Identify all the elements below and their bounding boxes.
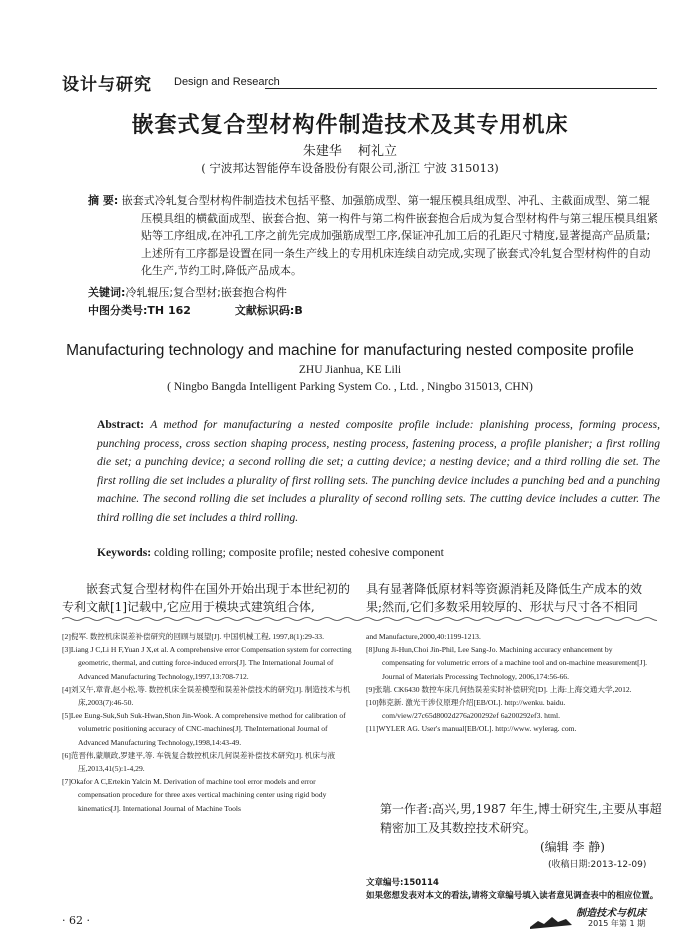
title-en: Manufacturing technology and machine for manufacturing nested composite profile bbox=[66, 342, 634, 359]
abstract-en bbox=[97, 416, 660, 528]
issue-label: 2015 年第 1 期 bbox=[588, 919, 646, 928]
references-right bbox=[366, 630, 656, 736]
wavy-divider bbox=[62, 616, 657, 622]
affiliation-en: ( Ningbo Bangda Intelligent Parking System Co. , Ltd. , Ningbo 315013, CHN) bbox=[167, 381, 533, 393]
article-number: 文章编号:150114 bbox=[366, 878, 439, 888]
doc-code-label: 文献标识码: bbox=[234, 304, 295, 317]
journal-logo-text: 制造技术与机床 bbox=[576, 908, 646, 919]
section-rule bbox=[265, 88, 657, 89]
abstract-cn-text: 嵌套式冷轧复合型材构件制造技术包括平整、加强筋成型、第一辊压模具组成型、冲孔、主截面成型、第二辊压模具组的横截面成型、嵌套合抱、第一构件与第二构件嵌套抱合后成为复合型材构件与第三辊压模具组紧贴等工序组成,在冲孔工序之前先完成加强筋成型工序,保证冲孔加工后的孔距尺寸精度,显著提高产品质量;上述所有工序都是设置在同一条生产线上的专用机床连续自动完成,实现了嵌套式冷轧复合型材构件的自动化生产,节约工时,降低产品成本。 bbox=[121, 194, 658, 277]
section-label-en: Design and Research bbox=[174, 76, 280, 88]
authors-cn: 朱建华 柯礼立 bbox=[302, 144, 398, 159]
abstract-cn bbox=[88, 192, 660, 280]
classification-cn bbox=[88, 302, 303, 318]
reference-item: [11]WYLER AG. User's manual[EB/OL]. http://www. wylerag. com. bbox=[366, 724, 577, 734]
body-text-left: 嵌套式复合型材构件在国外开始出现于本世纪初的专利文献[1]记载中,它应用于模块式建筑组合体, bbox=[62, 582, 351, 614]
keywords-cn-label: 关键词: bbox=[88, 286, 126, 299]
reference-item: [5]Lee Eung-Suk,Suh Suk-Hwan,Shon Jin-Wook. A comprehensive method for calibration of volumetric positioning accuracy of CNC-machines[J]. TheInternational Journal of Advanced Manufacturing Technology,1998,14:43-49. bbox=[62, 711, 346, 747]
reference-item: [10]韩克新. 激光干涉仪原理介绍[EB/OL]. http://wenku. baidu. com/view/27c65d8002d276a200292ef 6a200292ef3. html. bbox=[366, 698, 566, 721]
clc-code: TH 162 bbox=[147, 304, 191, 317]
authors-en: ZHU Jianhua, KE Lili bbox=[298, 364, 402, 376]
body-text-right: 具有显著降低原材料等资源消耗及降低生产成本的效果;然而,它们多数采用较厚的、形状与尺寸各不相同 bbox=[366, 582, 643, 614]
clc-label: 中图分类号: bbox=[88, 304, 148, 317]
keywords-en-label: Keywords: bbox=[97, 546, 152, 559]
reference-item: [4]刘又午,章青,赵小松,等. 数控机床全误差模型和误差补偿技术的研究[J]. 制造技术与机床,2003(7):46-50. bbox=[62, 684, 351, 708]
title-cn: 嵌套式复合型材构件制造技术及其专用机床 bbox=[131, 113, 569, 138]
reference-item: [6]范晋伟,蒙顺政,罗建平,等. 车铣复合数控机床几何误差补偿技术研究[J]. 机床与液压,2013,41(5):1-4,29. bbox=[62, 750, 336, 774]
author-bio: 第一作者:高兴,男,1987 年生,博士研究生,主要从事超精密加工及其数控技术研究。 bbox=[380, 802, 662, 835]
abstract-cn-label: 摘 要: bbox=[88, 194, 119, 207]
abstract-en-label: Abstract: bbox=[97, 418, 145, 431]
keywords-cn bbox=[88, 284, 287, 300]
abstract-en-text: A method for manufacturing a nested composite profile include: planishing process, forming process, punching process, cross section shaping process, nesting process, fastening process, a profile planisher; a first rolling die set; a punching device; a second rolling die set; a cutting device; a nesting device; and a third rolling die set. The first rolling die set includes a plurality of first rolling sets. The punching device includes a punching bed and a punching machine. The second rolling die set includes a plurality of second rolling sets. The cutting device includes a cutter. The third rolling die set includes a third rolling. bbox=[97, 418, 660, 524]
keywords-en-text: colding rolling; composite profile; nested cohesive component bbox=[154, 546, 444, 559]
reference-item: [2]倪军. 数控机床误差补偿研究的回顾与展望[J]. 中国机械工程, 1997,8(1):29-33. bbox=[62, 632, 324, 641]
keywords-cn-text: 冷轧辊压;复合型材;嵌套抱合构件 bbox=[125, 286, 287, 299]
reference-item: [8]Jung Ji-Hun,Choi Jin-Phil, Lee Sang-Jo. Machining accuracy enhancement by compensating for volumetric errors of a machine tool and on-machine measurement[J]. Journal of Materials Processing Technology, 2006,174:56-66. bbox=[366, 645, 648, 681]
reader-notice: 如果您想发表对本文的看法,请将文章编号填入读者意见调查表中的相应位置。 bbox=[366, 891, 659, 901]
reference-item: and Manufacture,2000,40:1199-1213. bbox=[366, 632, 481, 641]
section-label-cn: 设计与研究 bbox=[62, 75, 152, 95]
reference-item: [3]Liang J C,Li H F,Yuan J X,et al. A comprehensive error Compensation system for correcting geometric, thermal, and cutting force-induced errors[J]. The International Journal of Advanced Manufacturing Technology,1997,13:708-712. bbox=[62, 645, 352, 681]
editor-note: (编辑 李 静) bbox=[540, 840, 605, 854]
page-number: · 62 · bbox=[62, 914, 90, 927]
references-left bbox=[62, 630, 352, 815]
reference-item: [7]Okafor A C,Ertekin Yalcin M. Derivation of machine tool error models and error compensation procedure for three axes vertical machining center using rigid body kinematics[J]. International Journal of Machine Tools bbox=[62, 777, 327, 813]
affiliation-cn: ( 宁波邦达智能停车设备股份有限公司,浙江 宁波 315013) bbox=[201, 161, 499, 175]
keywords-en bbox=[97, 546, 444, 559]
received-date: (收稿日期:2013-12-09) bbox=[548, 860, 647, 870]
doc-code: B bbox=[294, 304, 303, 317]
reference-item: [9]张瑞. CK6430 数控车床几何热误差实时补偿研究[D]. 上海:上海交通大学,2012. bbox=[366, 684, 632, 694]
